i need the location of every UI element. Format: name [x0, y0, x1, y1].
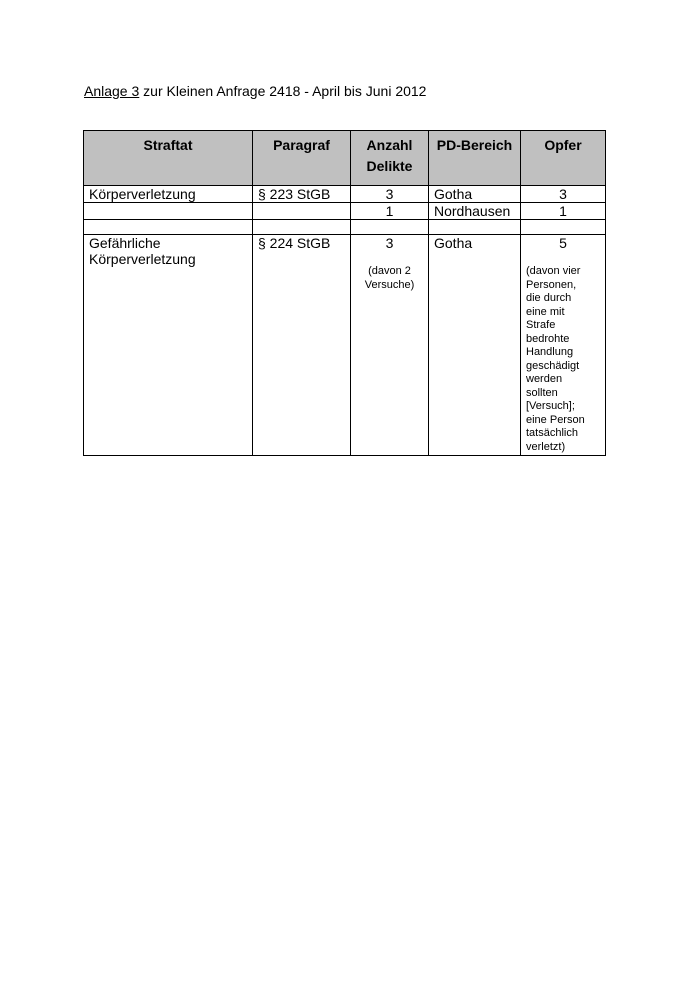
cell-paragraf: § 223 StGB — [253, 186, 351, 203]
opfer-note-line: verletzt) — [526, 440, 566, 453]
header-anzahl-line1: Anzahl — [366, 137, 413, 153]
table-row — [84, 203, 606, 220]
opfer-note-line: tatsächlich — [526, 427, 578, 439]
cell-paragraf: § 224 StGB — [253, 235, 351, 456]
opfer-note — [526, 265, 600, 454]
heading-title: zur Kleinen Anfrage 2418 - April bis Juni 2012 — [139, 83, 427, 99]
header-anzahl-line2: Delikte — [366, 158, 413, 174]
anzahl-note-line2: Versuche) — [364, 278, 415, 291]
header-pd-bereich: PD-Bereich — [429, 131, 521, 186]
cell-pd-bereich: Gotha — [429, 186, 521, 203]
opfer-note-line: eine mit — [526, 305, 565, 318]
anzahl-value: 3 — [385, 235, 394, 251]
cell-anzahl — [351, 220, 429, 235]
table-row — [84, 186, 606, 203]
anzahl-note-line1: (davon 2 — [368, 265, 411, 277]
opfer-value: 5 — [559, 235, 567, 251]
cell-pd-bereich — [429, 220, 521, 235]
opfer-note-line: die durch — [526, 292, 572, 304]
table-row — [84, 235, 606, 456]
header-anzahl — [351, 131, 429, 186]
cell-anzahl — [351, 235, 429, 456]
page-heading — [84, 83, 426, 99]
cell-opfer — [521, 235, 606, 456]
cell-straftat — [84, 203, 253, 220]
cell-opfer — [521, 220, 606, 235]
header-paragraf: Paragraf — [253, 131, 351, 186]
straftat-line2: Körperverletzung — [89, 251, 196, 267]
header-straftat: Straftat — [84, 131, 253, 186]
crime-statistics-table — [83, 130, 606, 456]
cell-paragraf — [253, 203, 351, 220]
opfer-note-line: werden — [526, 373, 563, 385]
opfer-note-line: [Versuch]; — [526, 400, 575, 412]
straftat-line1: Gefährliche — [89, 235, 161, 251]
opfer-note-line: eine Person — [526, 413, 585, 426]
opfer-note-line: Personen, — [526, 278, 577, 291]
table-header-row — [84, 131, 606, 186]
opfer-note-line: (davon vier — [526, 265, 581, 277]
anzahl-note — [356, 265, 423, 292]
cell-straftat — [84, 235, 253, 456]
cell-straftat: Körperverletzung — [84, 186, 253, 203]
cell-pd-bereich: Gotha — [429, 235, 521, 456]
cell-anzahl: 3 — [351, 186, 429, 203]
table-row-empty — [84, 220, 606, 235]
cell-straftat — [84, 220, 253, 235]
header-opfer: Opfer — [521, 131, 606, 186]
cell-opfer: 1 — [521, 203, 606, 220]
opfer-note-line: bedrohte — [526, 332, 570, 345]
cell-opfer: 3 — [521, 186, 606, 203]
opfer-note-line: Strafe — [526, 319, 556, 331]
cell-pd-bereich: Nordhausen — [429, 203, 521, 220]
opfer-note-line: geschädigt — [526, 359, 580, 372]
opfer-note-line: Handlung — [526, 346, 574, 358]
cell-paragraf — [253, 220, 351, 235]
opfer-note-line: sollten — [526, 386, 558, 399]
heading-attachment-label: Anlage 3 — [84, 83, 140, 99]
cell-anzahl: 1 — [351, 203, 429, 220]
